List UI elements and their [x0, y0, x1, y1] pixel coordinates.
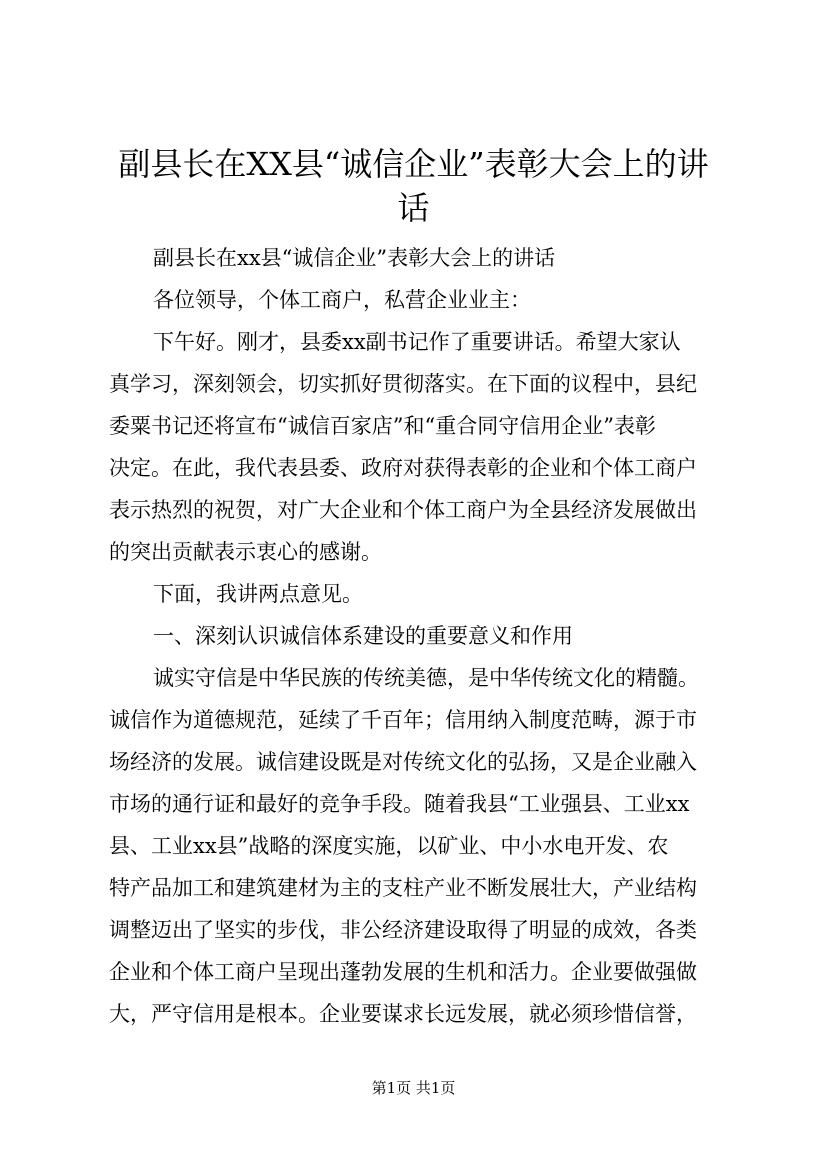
- paragraph-line: 副县长在xx县“诚信企业”表彰大会上的讲话: [153, 246, 556, 270]
- paragraph-line: 市场的通行证和最好的竞争手段。随着我县“工业强县、工业xx: [109, 792, 690, 816]
- title-line-2: 话: [397, 189, 430, 227]
- paragraph-line: 委粟书记还将宣布“诚信百家店”和“重合同守信用企业”表彰: [109, 414, 656, 438]
- paragraph-line: 调整迈出了坚实的步伐，非公经济建设取得了明显的成效，各类: [109, 918, 697, 942]
- paragraph-line: 各位领导，个体工商户，私营企业业主：: [153, 288, 531, 312]
- paragraph-line: 的突出贡献表示衷心的感谢。: [109, 540, 382, 564]
- paragraph-line: 特产品加工和建筑建材为主的支柱产业不断发展壮大，产业结构: [109, 876, 697, 900]
- paragraph-line: 大，严守信用是根本。企业要谋求长远发展，就必须珍惜信誉，: [109, 1002, 697, 1026]
- title-line-1: 副县长在XX县“诚信企业”表彰大会上的讲: [118, 145, 709, 183]
- paragraph-line: 下面，我讲两点意见。: [153, 582, 363, 606]
- paragraph-line: 县、工业xx县”战略的深度实施，以矿业、中小水电开发、农: [109, 834, 669, 858]
- paragraph-line: 场经济的发展。诚信建设既是对传统文化的弘扬，又是企业融入: [109, 750, 697, 774]
- paragraph-line: 诚实守信是中华民族的传统美德，是中华传统文化的精髓。: [153, 666, 699, 690]
- paragraph-line: 真学习，深刻领会，切实抓好贯彻落实。在下面的议程中，县纪: [109, 372, 697, 396]
- paragraph-line: 下午好。刚才，县委xx副书记作了重要讲话。希望大家认: [153, 330, 681, 354]
- paragraph-line: 诚信作为道德规范，延续了千百年；信用纳入制度范畴，源于市: [109, 708, 697, 732]
- document-body: [109, 237, 739, 1035]
- paragraph-line: 表示热烈的祝贺，对广大企业和个体工商户为全县经济发展做出: [109, 498, 697, 522]
- page-footer: 第1页 共1页: [371, 1079, 456, 1097]
- paragraph-line: 企业和个体工商户呈现出蓬勃发展的生机和活力。企业要做强做: [109, 960, 697, 984]
- paragraph-line: 一、深刻认识诚信体系建设的重要意义和作用: [153, 624, 573, 648]
- paragraph-line: 决定。在此，我代表县委、政府对获得表彰的企业和个体工商户: [109, 456, 697, 480]
- document-title: [100, 142, 727, 230]
